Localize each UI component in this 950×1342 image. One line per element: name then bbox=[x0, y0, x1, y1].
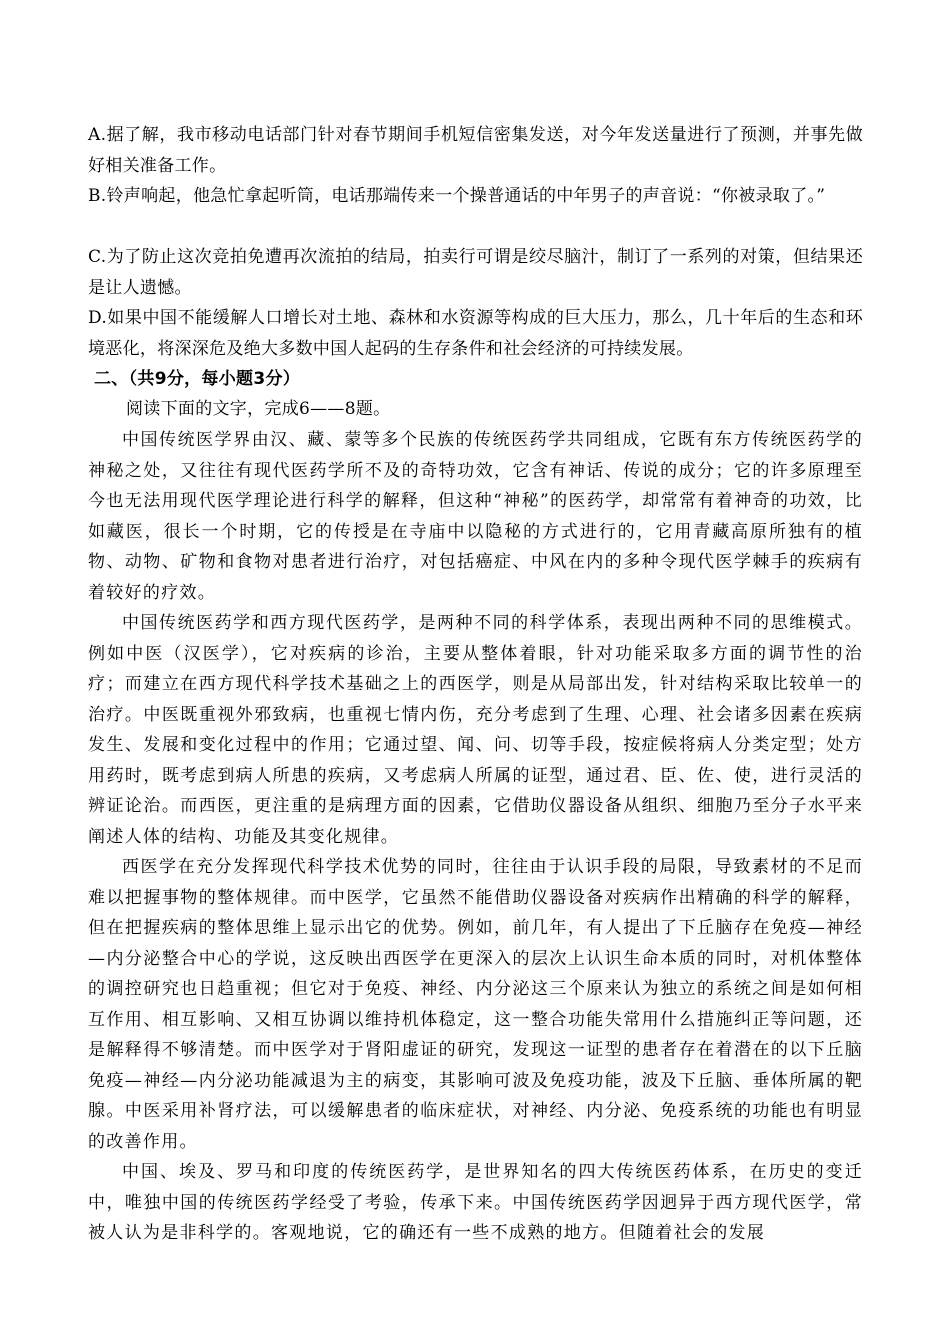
option-text: 铃声响起，他急忙拿起听筒，电话那端传来一个操普通话的中年男子的声音说：“你被录取了。” bbox=[106, 186, 826, 206]
section-instruction: 阅读下面的文字，完成6——8题。 bbox=[126, 399, 391, 419]
option-d bbox=[88, 303, 863, 364]
section-heading: 二、（共9分，每小题3分） bbox=[94, 369, 301, 389]
body-paragraph: 中国传统医药学和西方现代医药学，是两种不同的科学体系，表现出两种不同的思维模式。例如中医（汉医学），它对疾病的诊治，主要从整体着眼，针对功能采取多方面的调节性的治疗；而建立在西方现代科学技术基础之上的西医学，则是从局部出发，针对结构采取比较单一的治疗。中医既重视外邪致病，也重视七情内伤，充分考虑到了生理、心理、社会诸多因素在疾病发生、发展和变化过程中的作用；它通过望、闻、问、切等手段，按症候将病人分类定型；处方用药时，既考虑到病人所患的疾病，又考虑病人所属的证型，通过君、臣、佐、使，进行灵活的辨证论治。而西医，更注重的是病理方面的因素，它借助仪器设备从组织、细胞乃至分子水平来阐述人体的结构、功能及其变化规律。 bbox=[88, 613, 863, 847]
option-text: 据了解，我市移动电话部门针对春节期间手机短信密集发送，对今年发送量进行了预测，并事先做好相关准备工作。 bbox=[88, 125, 863, 176]
option-label: D. bbox=[88, 308, 108, 328]
option-label: B. bbox=[88, 186, 107, 206]
body-paragraph: 中国传统医学界由汉、藏、蒙等多个民族的传统医药学共同组成，它既有东方传统医药学的神秘之处，又往往有现代医药学所不及的奇特功效，它含有神话、传说的成分；它的许多原理至今也无法用现代医学理论进行科学的解释，但这种“神秘”的医药学，却常常有着神奇的功效，比如藏医，很长一个时期，它的传授是在寺庙中以隐秘的方式进行的，它用青藏高原所独有的植物、动物、矿物和食物对患者进行治疗，对包括癌症、中风在内的多种令现代医学棘手的疾病有着较好的疗效。 bbox=[88, 430, 863, 603]
option-label: C. bbox=[88, 247, 107, 267]
body-paragraph: 中国、埃及、罗马和印度的传统医药学，是世界知名的四大传统医药体系，在历史的变迁中，唯独中国的传统医药学经受了考验，传承下来。中国传统医药学因迥异于西方现代医学，常被人认为是非科学的。客观地说，它的确还有一些不成熟的地方。但随着社会的发展 bbox=[88, 1162, 863, 1243]
option-label: A. bbox=[88, 125, 107, 145]
option-a bbox=[88, 120, 863, 181]
option-text: 如果中国不能缓解人口增长对土地、森林和水资源等构成的巨大压力，那么，几十年后的生态和环境恶化，将深深危及绝大多数中国人起码的生存条件和社会经济的可持续发展。 bbox=[88, 308, 863, 359]
option-c bbox=[88, 242, 863, 303]
option-text: 为了防止这次竞拍免遭再次流拍的结局，拍卖行可谓是绞尽脑汁，制订了一系列的对策，但结果还是让人遗憾。 bbox=[88, 247, 863, 298]
body-paragraph: 西医学在充分发挥现代科学技术优势的同时，往往由于认识手段的局限，导致素材的不足而难以把握事物的整体规律。而中医学，它虽然不能借助仪器设备对疾病作出精确的科学的解释，但在把握疾病的整体思维上显示出它的优势。例如，前几年，有人提出了下丘脑存在免疫—神经—内分泌整合中心的学说，这反映出西医学在更深入的层次上认识生命本质的同时，对机体整体的调控研究也日趋重视；但它对于免疫、神经、内分泌这三个原来认为独立的系统之间是如何相互作用、相互影响、又相互协调以维持机体稳定，这一整合功能失常用什么措施纠正等问题，还是解释得不够清楚。而中医学对于肾阳虚证的研究，发现这一证型的患者存在着潜在的以下丘脑免疫—神经—内分泌功能减退为主的病变，其影响可波及免疫功能，波及下丘脑、垂体所属的靶腺。中医采用补肾疗法，可以缓解患者的临床症状，对神经、内分泌、免疫系统的功能也有明显的改善作用。 bbox=[88, 857, 863, 1152]
option-b bbox=[88, 181, 863, 212]
